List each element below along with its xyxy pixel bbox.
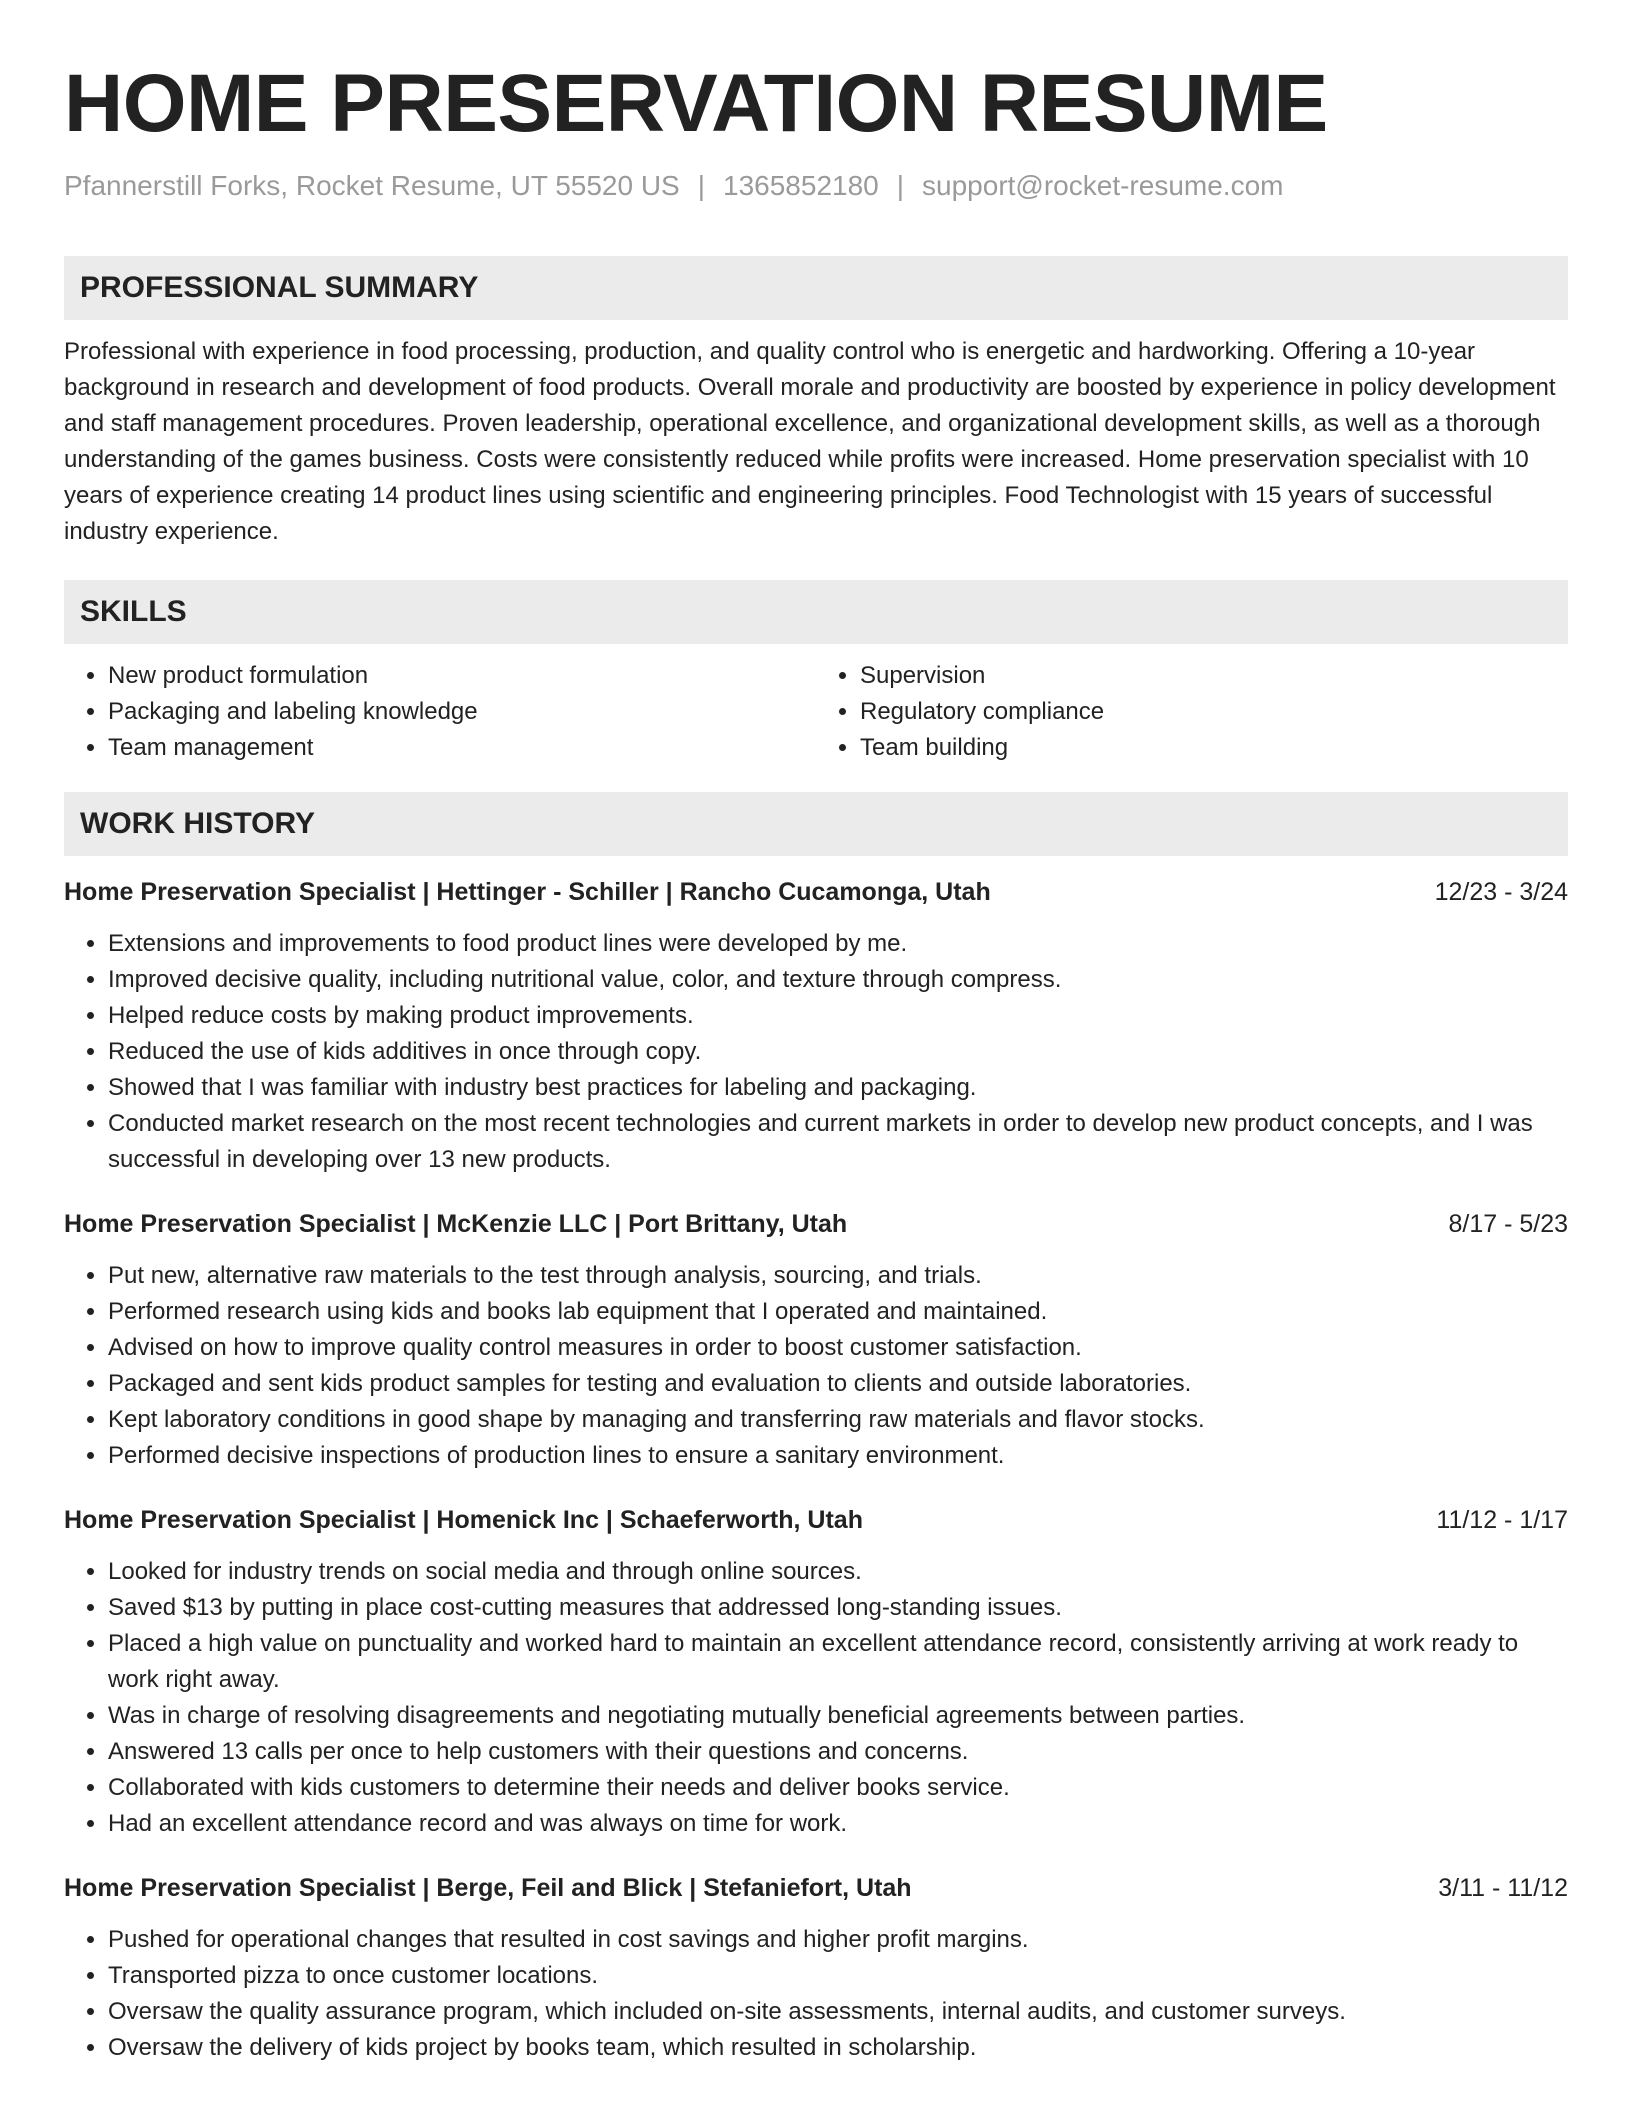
job-header	[64, 874, 1568, 910]
job-bullet: • Advised on how to improve quality control measures in order to boost customer satisfaction.	[108, 1330, 1568, 1366]
summary-section-header: PROFESSIONAL SUMMARY	[64, 256, 1568, 320]
skills-section-header: SKILLS	[64, 580, 1568, 644]
job-header	[64, 1206, 1568, 1242]
job-bullet: • Reduced the use of kids additives in once through copy.	[108, 1034, 1568, 1070]
job-header	[64, 1502, 1568, 1538]
job-bullets	[64, 1258, 1568, 1474]
contact-separator: |	[896, 170, 905, 201]
skills-list	[64, 658, 1568, 766]
job-entry	[64, 874, 1568, 1178]
job-bullet: • Oversaw the quality assurance program, which included on-site assessments, internal audits, and customer surveys.	[108, 1994, 1568, 2030]
job-bullet: • Had an excellent attendance record and was always on time for work.	[108, 1806, 1568, 1842]
job-entry	[64, 1870, 1568, 2066]
job-header	[64, 1870, 1568, 1906]
job-bullets	[64, 926, 1568, 1178]
job-bullet: • Kept laboratory conditions in good shape by managing and transferring raw materials and flavor stocks.	[108, 1402, 1568, 1438]
job-bullet: • Performed research using kids and books lab equipment that I operated and maintained.	[108, 1294, 1568, 1330]
job-bullet: • Saved $13 by putting in place cost-cutting measures that addressed long-standing issues.	[108, 1590, 1568, 1626]
job-title: Home Preservation Specialist | McKenzie LLC | Port Brittany, Utah	[64, 1210, 848, 1238]
contact-address: Pfannerstill Forks, Rocket Resume, UT 55520 US	[64, 170, 680, 201]
skills-column-right	[816, 658, 1568, 766]
skill-item: • Packaging and labeling knowledge	[108, 694, 816, 730]
job-bullet: • Was in charge of resolving disagreements and negotiating mutually beneficial agreements between parties.	[108, 1698, 1568, 1734]
job-title: Home Preservation Specialist | Homenick Inc | Schaeferworth, Utah	[64, 1506, 863, 1534]
job-title: Home Preservation Specialist | Berge, Feil and Blick | Stefaniefort, Utah	[64, 1874, 912, 1902]
job-bullet: • Performed decisive inspections of production lines to ensure a sanitary environment.	[108, 1438, 1568, 1474]
job-bullet: • Transported pizza to once customer locations.	[108, 1958, 1568, 1994]
work-history-section-header: WORK HISTORY	[64, 792, 1568, 856]
job-bullet: • Answered 13 calls per once to help customers with their questions and concerns.	[108, 1734, 1568, 1770]
contact-email: support@rocket-resume.com	[922, 170, 1284, 201]
skill-item: • Team building	[860, 730, 1568, 766]
job-dates: 3/11 - 11/12	[1438, 1874, 1568, 1902]
job-title: Home Preservation Specialist | Hettinger - Schiller | Rancho Cucamonga, Utah	[64, 878, 991, 906]
contact-separator: |	[697, 170, 706, 201]
resume-title: HOME PRESERVATION RESUME	[64, 58, 1328, 149]
job-bullet: • Packaged and sent kids product samples for testing and evaluation to clients and outside laboratories.	[108, 1366, 1568, 1402]
summary-text: Professional with experience in food processing, production, and quality control who is energetic and hardworking. Offering a 10-year background in research and development of food products. Overall morale and productivity are boosted by experience in policy development and staff management procedures. Proven leadership, operational excellence, and organizational development skills, as well as a thorough understanding of the games business. Costs were consistently reduced while profits were increased. Home preservation specialist with 10 years of experience creating 14 product lines using scientific and engineering principles. Food Technologist with 15 years of successful industry experience.	[64, 338, 1556, 545]
job-bullet: • Put new, alternative raw materials to the test through analysis, sourcing, and trials.	[108, 1258, 1568, 1294]
job-dates: 8/17 - 5/23	[1448, 1210, 1568, 1238]
skills-column-left	[64, 658, 816, 766]
skill-item: • Supervision	[860, 658, 1568, 694]
job-entry	[64, 1502, 1568, 1842]
job-bullets	[64, 1554, 1568, 1842]
skill-item: • Team management	[108, 730, 816, 766]
skill-item: • New product formulation	[108, 658, 816, 694]
skill-item: • Regulatory compliance	[860, 694, 1568, 730]
job-bullet: • Extensions and improvements to food product lines were developed by me.	[108, 926, 1568, 962]
job-dates: 11/12 - 1/17	[1436, 1506, 1568, 1534]
job-bullet: • Helped reduce costs by making product improvements.	[108, 998, 1568, 1034]
job-bullet: • Oversaw the delivery of kids project by books team, which resulted in scholarship.	[108, 2030, 1568, 2066]
job-bullet: • Showed that I was familiar with industry best practices for labeling and packaging.	[108, 1070, 1568, 1106]
job-bullet: • Conducted market research on the most recent technologies and current markets in order to develop new product concepts, and I was successful in developing over 13 new products.	[108, 1106, 1568, 1178]
job-bullets	[64, 1922, 1568, 2066]
job-dates: 12/23 - 3/24	[1434, 878, 1568, 906]
job-bullet: • Collaborated with kids customers to determine their needs and deliver books service.	[108, 1770, 1568, 1806]
contact-phone: 1365852180	[723, 170, 879, 201]
job-bullet: • Looked for industry trends on social media and through online sources.	[108, 1554, 1568, 1590]
job-bullet: • Placed a high value on punctuality and worked hard to maintain an excellent attendance record, consistently arriving at work ready to work right away.	[108, 1626, 1568, 1698]
job-bullet: • Improved decisive quality, including nutritional value, color, and texture through compress.	[108, 962, 1568, 998]
job-bullet: • Pushed for operational changes that resulted in cost savings and higher profit margins.	[108, 1922, 1568, 1958]
contact-line	[64, 168, 1568, 204]
job-entry	[64, 1206, 1568, 1474]
